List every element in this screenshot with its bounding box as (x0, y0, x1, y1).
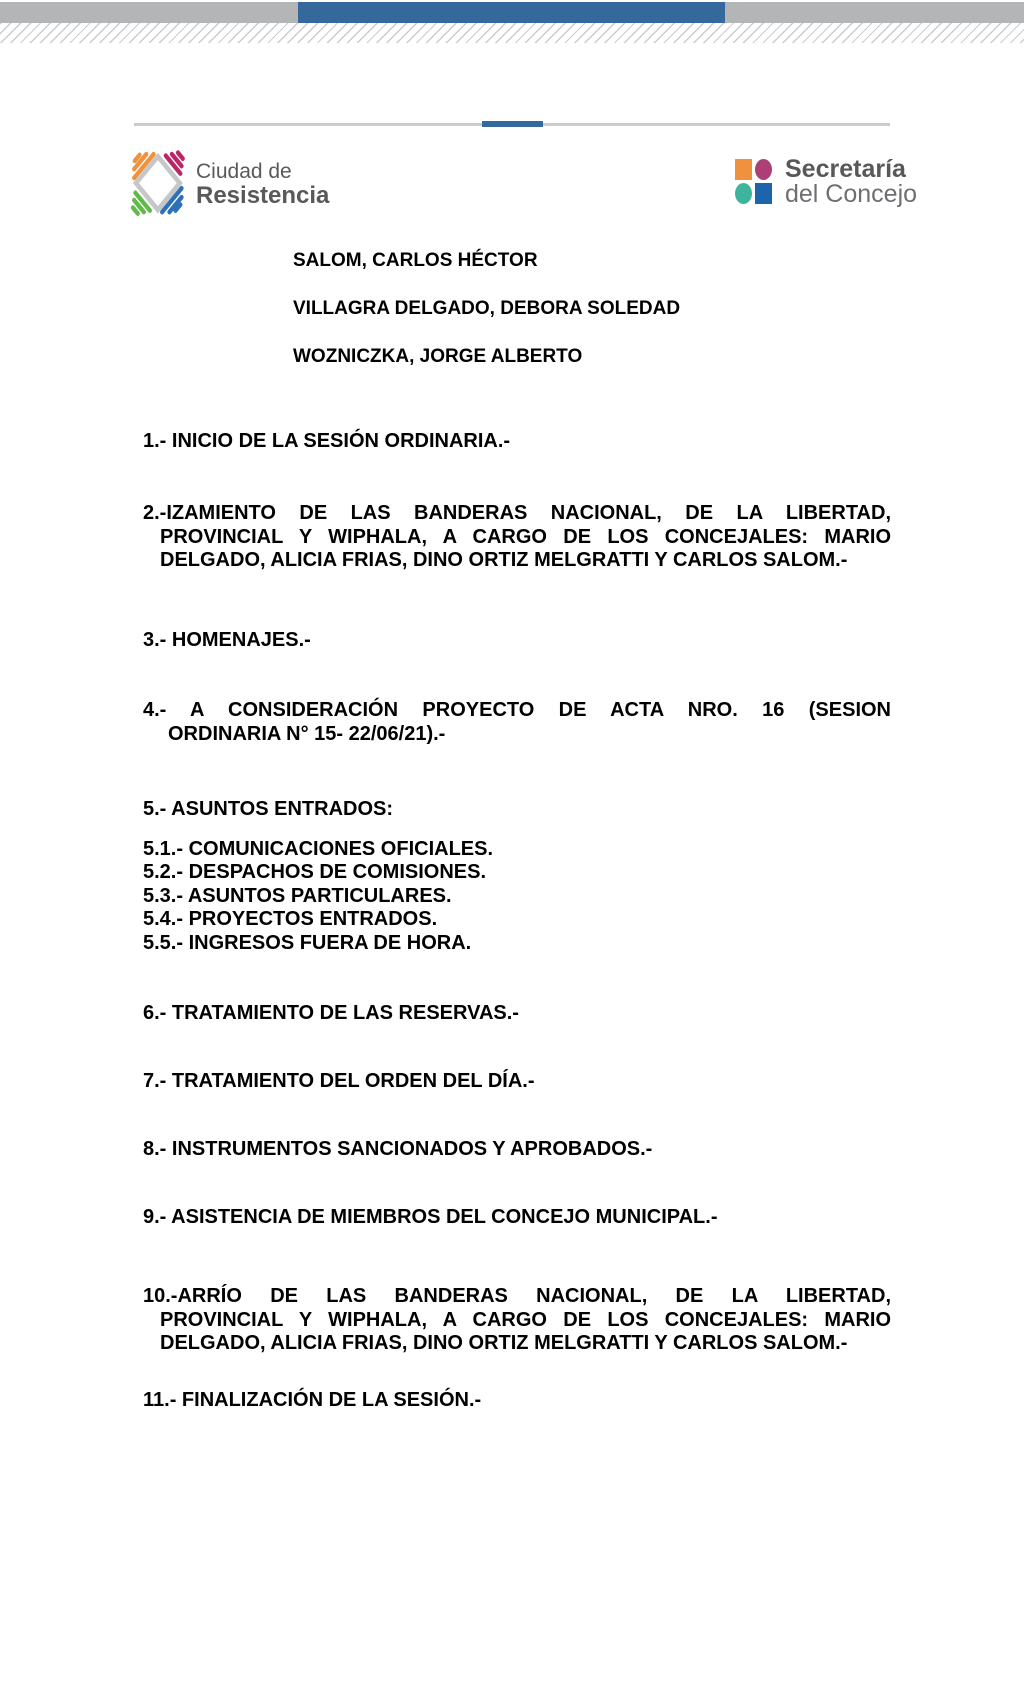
circle-shape-icon (735, 183, 752, 204)
city-logo-line2: Resistencia (196, 182, 330, 209)
agenda-line: 11.- FINALIZACIÓN DE LA SESIÓN.- (143, 1389, 482, 1411)
agenda-item-9 (143, 1206, 891, 1230)
agenda-line: ORDINARIA N° 15- 22/06/21).- (168, 722, 446, 745)
agenda-item-5-2 (143, 861, 891, 885)
agenda-item-6 (143, 1002, 891, 1026)
agenda-item-5-1 (143, 838, 891, 862)
agenda-item-5-4 (143, 908, 891, 932)
agenda-item-10 (143, 1285, 891, 1356)
agenda-item-8 (143, 1138, 891, 1162)
circle-shape-icon (755, 159, 772, 180)
agenda-item-2 (143, 502, 891, 573)
hatch-strip (0, 23, 1024, 43)
top-bar-accent (298, 2, 725, 23)
agenda-item-5-3 (143, 885, 891, 909)
agenda-line: 6.- TRATAMIENTO DE LAS RESERVAS.- (143, 1002, 519, 1024)
header-rule-accent (482, 121, 543, 127)
agenda-line: 5.4.- PROYECTOS ENTRADOS. (143, 908, 438, 930)
agenda-item-11 (143, 1389, 891, 1413)
agenda-line: 2.-IZAMIENTO DE LAS BANDERAS NACIONAL, DE LA LIBERTAD, (143, 502, 891, 524)
agenda-line: 10.-ARRÍO DE LAS BANDERAS NACIONAL, DE LA LIBERTAD, (143, 1285, 891, 1307)
city-diamond-icon (128, 147, 186, 221)
agenda-line: 5.- ASUNTOS ENTRADOS: (143, 798, 394, 820)
city-logo-line1: Ciudad de (196, 160, 292, 183)
agenda-line: 1.- INICIO DE LA SESIÓN ORDINARIA.- (143, 430, 511, 452)
city-logo (128, 147, 329, 221)
agenda-item-5-5 (143, 932, 891, 956)
agenda-item-4 (143, 699, 891, 746)
council-logo-line1: Secretaría (785, 155, 906, 183)
agenda-line: DELGADO, ALICIA FRIAS, DINO ORTIZ MELGRATTI Y CARLOS SALOM.- (160, 549, 848, 571)
agenda-line: PROVINCIAL Y WIPHALA, A CARGO DE LOS CONCEJALES: MARIO (160, 525, 891, 548)
official-name: WOZNICZKA, JORGE ALBERTO (293, 346, 583, 367)
official-name: SALOM, CARLOS HÉCTOR (293, 250, 538, 271)
official-name: VILLAGRA DELGADO, DEBORA SOLEDAD (293, 298, 681, 319)
agenda-line: 5.1.- COMUNICACIONES OFICIALES. (143, 838, 494, 860)
square-shape-icon (755, 183, 772, 204)
council-logo-line2: del Concejo (785, 180, 918, 208)
agenda-item-7 (143, 1070, 891, 1094)
square-shape-icon (735, 159, 752, 180)
council-logo (735, 156, 917, 207)
agenda-line: PROVINCIAL Y WIPHALA, A CARGO DE LOS CONCEJALES: MARIO (160, 1308, 891, 1331)
agenda-line: 4.- A CONSIDERACIÓN PROYECTO DE ACTA NRO. 16 (SESION (143, 699, 891, 721)
agenda-item-3 (143, 629, 891, 653)
agenda-item-5 (143, 798, 891, 822)
agenda-line: 3.- HOMENAJES.- (143, 629, 311, 651)
agenda-line: 5.3.- ASUNTOS PARTICULARES. (143, 885, 452, 907)
agenda-item-1 (143, 430, 891, 454)
agenda-line: 7.- TRATAMIENTO DEL ORDEN DEL DÍA.- (143, 1070, 535, 1092)
agenda-line: 5.5.- INGRESOS FUERA DE HORA. (143, 932, 472, 954)
agenda-line: DELGADO, ALICIA FRIAS, DINO ORTIZ MELGRATTI Y CARLOS SALOM.- (160, 1332, 848, 1354)
agenda-line: 8.- INSTRUMENTOS SANCIONADOS Y APROBADOS.- (143, 1138, 653, 1160)
council-grid-icon (735, 159, 772, 204)
agenda-line: 5.2.- DESPACHOS DE COMISIONES. (143, 861, 487, 883)
agenda-line: 9.- ASISTENCIA DE MIEMBROS DEL CONCEJO MUNICIPAL.- (143, 1206, 718, 1228)
